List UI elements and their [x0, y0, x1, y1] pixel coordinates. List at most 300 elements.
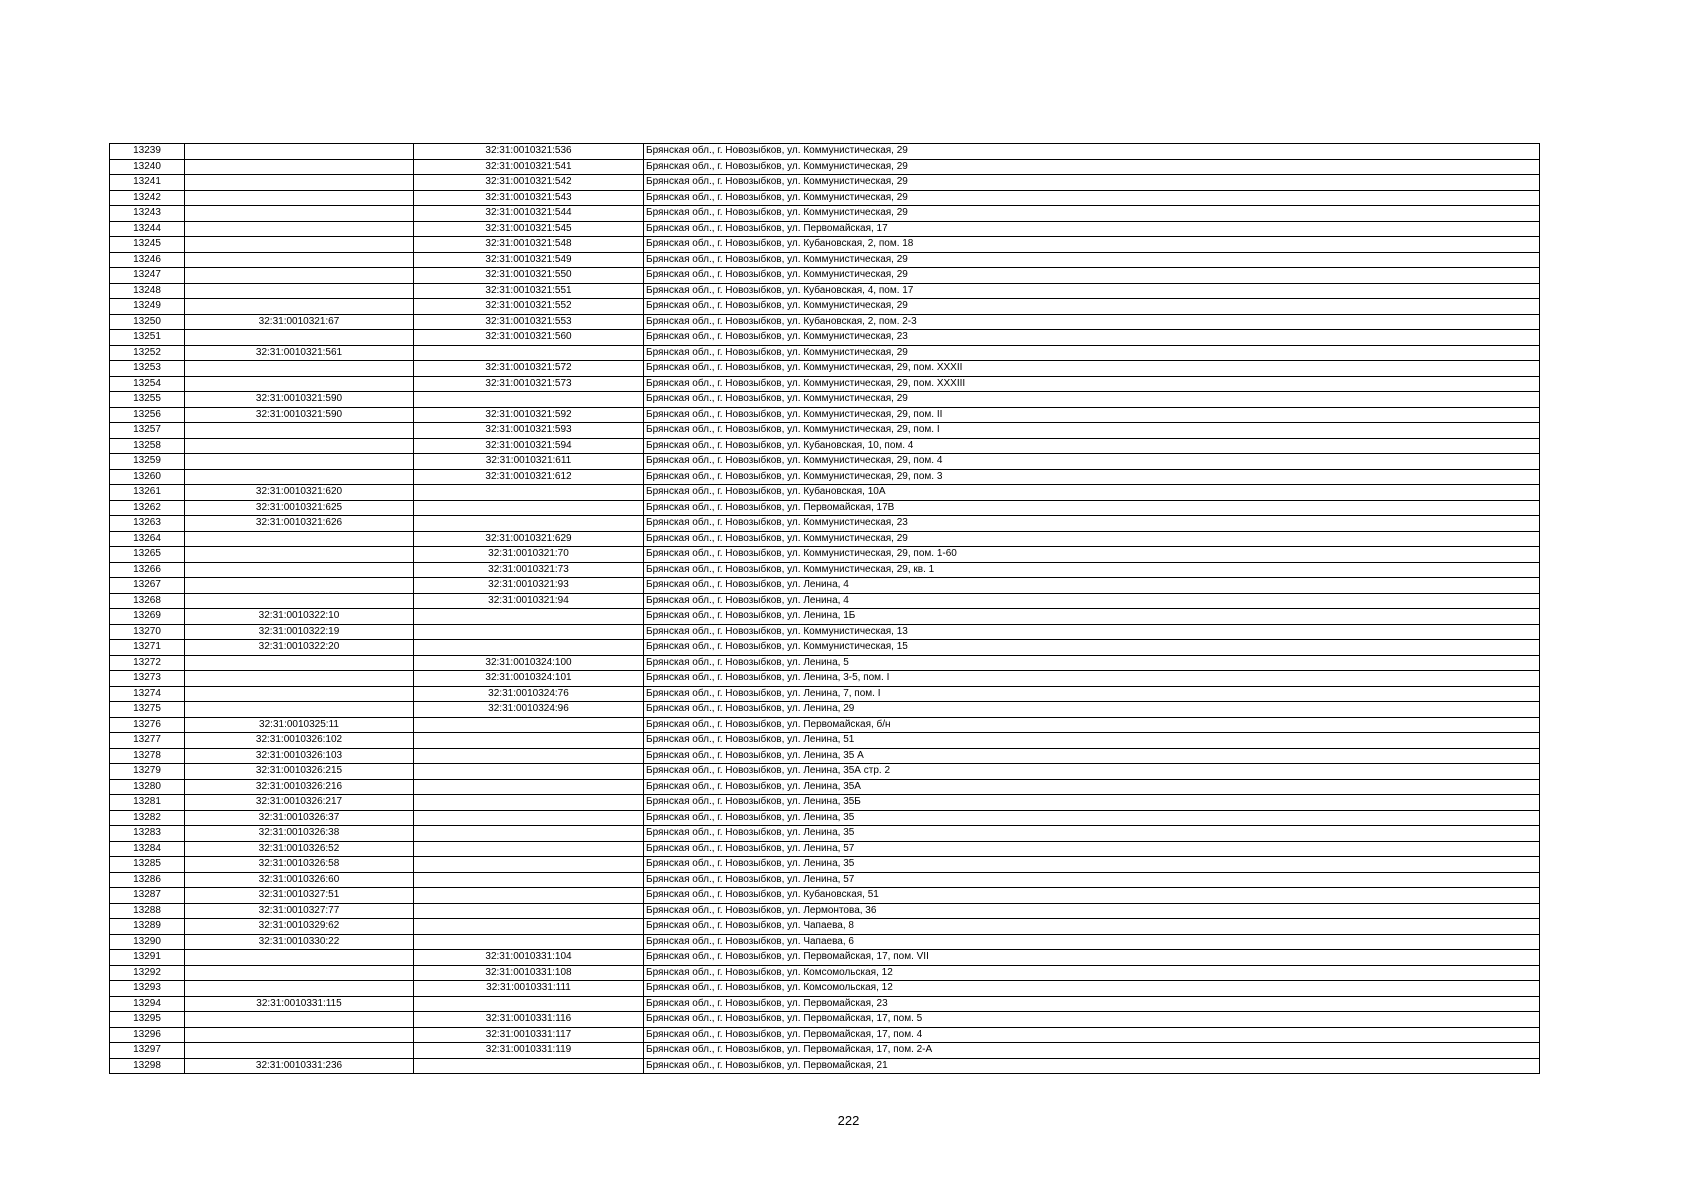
object-cadastral-number-cell — [414, 640, 644, 656]
object-cadastral-number-cell — [414, 779, 644, 795]
land-cadastral-number-cell: 32:31:0010321:620 — [185, 485, 414, 501]
object-cadastral-number-cell — [414, 392, 644, 408]
address-cell: Брянская обл., г. Новозыбков, ул. Коммунистическая, 29 — [644, 531, 1540, 547]
table-row — [110, 609, 1540, 625]
land-cadastral-number-cell: 32:31:0010321:590 — [185, 392, 414, 408]
table-row — [110, 438, 1540, 454]
row-number-cell: 13259 — [110, 454, 185, 470]
table-row — [110, 454, 1540, 470]
registry-table-body — [110, 144, 1540, 1074]
object-cadastral-number-cell: 32:31:0010331:119 — [414, 1043, 644, 1059]
table-row — [110, 857, 1540, 873]
land-cadastral-number-cell — [185, 562, 414, 578]
land-cadastral-number-cell: 32:31:0010326:103 — [185, 748, 414, 764]
land-cadastral-number-cell: 32:31:0010322:20 — [185, 640, 414, 656]
row-number-cell: 13298 — [110, 1058, 185, 1074]
row-number-cell: 13296 — [110, 1027, 185, 1043]
land-cadastral-number-cell: 32:31:0010331:115 — [185, 996, 414, 1012]
address-cell: Брянская обл., г. Новозыбков, ул. Ленина, 4 — [644, 578, 1540, 594]
land-cadastral-number-cell: 32:31:0010326:58 — [185, 857, 414, 873]
table-row — [110, 593, 1540, 609]
address-cell: Брянская обл., г. Новозыбков, ул. Ленина, 35А стр. 2 — [644, 764, 1540, 780]
address-cell: Брянская обл., г. Новозыбков, ул. Ленина, 57 — [644, 841, 1540, 857]
address-cell: Брянская обл., г. Новозыбков, ул. Коммунистическая, 29 — [644, 206, 1540, 222]
table-row — [110, 361, 1540, 377]
object-cadastral-number-cell — [414, 996, 644, 1012]
object-cadastral-number-cell — [414, 717, 644, 733]
object-cadastral-number-cell: 32:31:0010321:594 — [414, 438, 644, 454]
object-cadastral-number-cell: 32:31:0010324:76 — [414, 686, 644, 702]
land-cadastral-number-cell: 32:31:0010326:215 — [185, 764, 414, 780]
row-number-cell: 13267 — [110, 578, 185, 594]
table-row — [110, 299, 1540, 315]
row-number-cell: 13277 — [110, 733, 185, 749]
land-cadastral-number-cell — [185, 330, 414, 346]
land-cadastral-number-cell — [185, 671, 414, 687]
address-cell: Брянская обл., г. Новозыбков, ул. Коммунистическая, 29 — [644, 175, 1540, 191]
row-number-cell: 13295 — [110, 1012, 185, 1028]
object-cadastral-number-cell: 32:31:0010321:548 — [414, 237, 644, 253]
object-cadastral-number-cell — [414, 919, 644, 935]
land-cadastral-number-cell — [185, 593, 414, 609]
address-cell: Брянская обл., г. Новозыбков, ул. Коммунистическая, 29 — [644, 392, 1540, 408]
object-cadastral-number-cell: 32:31:0010321:541 — [414, 159, 644, 175]
object-cadastral-number-cell: 32:31:0010321:70 — [414, 547, 644, 563]
row-number-cell: 13252 — [110, 345, 185, 361]
row-number-cell: 13268 — [110, 593, 185, 609]
table-row — [110, 702, 1540, 718]
land-cadastral-number-cell — [185, 175, 414, 191]
address-cell: Брянская обл., г. Новозыбков, ул. Чапаева, 6 — [644, 934, 1540, 950]
address-cell: Брянская обл., г. Новозыбков, ул. Первомайская, 17, пом. 2-А — [644, 1043, 1540, 1059]
address-cell: Брянская обл., г. Новозыбков, ул. Коммунистическая, 29, пом. 3 — [644, 469, 1540, 485]
object-cadastral-number-cell — [414, 748, 644, 764]
table-row — [110, 345, 1540, 361]
object-cadastral-number-cell — [414, 857, 644, 873]
address-cell: Брянская обл., г. Новозыбков, ул. Комсомольская, 12 — [644, 965, 1540, 981]
table-row — [110, 547, 1540, 563]
address-cell: Брянская обл., г. Новозыбков, ул. Кубановская, 10, пом. 4 — [644, 438, 1540, 454]
row-number-cell: 13255 — [110, 392, 185, 408]
object-cadastral-number-cell: 32:31:0010321:593 — [414, 423, 644, 439]
address-cell: Брянская обл., г. Новозыбков, ул. Коммунистическая, 15 — [644, 640, 1540, 656]
address-cell: Брянская обл., г. Новозыбков, ул. Коммунистическая, 29, пом. 1-60 — [644, 547, 1540, 563]
row-number-cell: 13244 — [110, 221, 185, 237]
row-number-cell: 13276 — [110, 717, 185, 733]
address-cell: Брянская обл., г. Новозыбков, ул. Коммунистическая, 23 — [644, 516, 1540, 532]
land-cadastral-number-cell — [185, 252, 414, 268]
object-cadastral-number-cell: 32:31:0010321:550 — [414, 268, 644, 284]
land-cadastral-number-cell — [185, 454, 414, 470]
object-cadastral-number-cell: 32:31:0010331:116 — [414, 1012, 644, 1028]
land-cadastral-number-cell: 32:31:0010327:51 — [185, 888, 414, 904]
land-cadastral-number-cell — [185, 268, 414, 284]
land-cadastral-number-cell — [185, 578, 414, 594]
address-cell: Брянская обл., г. Новозыбков, ул. Первомайская, 17, пом. VII — [644, 950, 1540, 966]
object-cadastral-number-cell: 32:31:0010321:552 — [414, 299, 644, 315]
address-cell: Брянская обл., г. Новозыбков, ул. Ленина, 57 — [644, 872, 1540, 888]
object-cadastral-number-cell — [414, 872, 644, 888]
row-number-cell: 13284 — [110, 841, 185, 857]
row-number-cell: 13257 — [110, 423, 185, 439]
table-row — [110, 795, 1540, 811]
table-row — [110, 578, 1540, 594]
row-number-cell: 13261 — [110, 485, 185, 501]
land-cadastral-number-cell — [185, 283, 414, 299]
row-number-cell: 13286 — [110, 872, 185, 888]
address-cell: Брянская обл., г. Новозыбков, ул. Коммунистическая, 29 — [644, 252, 1540, 268]
address-cell: Брянская обл., г. Новозыбков, ул. Первомайская, 17 — [644, 221, 1540, 237]
object-cadastral-number-cell: 32:31:0010321:536 — [414, 144, 644, 160]
row-number-cell: 13269 — [110, 609, 185, 625]
land-cadastral-number-cell — [185, 1012, 414, 1028]
address-cell: Брянская обл., г. Новозыбков, ул. Коммунистическая, 29, пом. XXXIII — [644, 376, 1540, 392]
row-number-cell: 13292 — [110, 965, 185, 981]
row-number-cell: 13285 — [110, 857, 185, 873]
address-cell: Брянская обл., г. Новозыбков, ул. Коммунистическая, 29, пом. XXXII — [644, 361, 1540, 377]
land-cadastral-number-cell — [185, 965, 414, 981]
row-number-cell: 13263 — [110, 516, 185, 532]
land-cadastral-number-cell: 32:31:0010326:37 — [185, 810, 414, 826]
address-cell: Брянская обл., г. Новозыбков, ул. Коммунистическая, 13 — [644, 624, 1540, 640]
object-cadastral-number-cell: 32:31:0010331:111 — [414, 981, 644, 997]
object-cadastral-number-cell: 32:31:0010331:117 — [414, 1027, 644, 1043]
address-cell: Брянская обл., г. Новозыбков, ул. Коммунистическая, 29, пом. 4 — [644, 454, 1540, 470]
object-cadastral-number-cell: 32:31:0010331:108 — [414, 965, 644, 981]
address-cell: Брянская обл., г. Новозыбков, ул. Первомайская, 17В — [644, 500, 1540, 516]
table-row — [110, 779, 1540, 795]
land-cadastral-number-cell — [185, 702, 414, 718]
row-number-cell: 13254 — [110, 376, 185, 392]
row-number-cell: 13266 — [110, 562, 185, 578]
land-cadastral-number-cell: 32:31:0010322:10 — [185, 609, 414, 625]
address-cell: Брянская обл., г. Новозыбков, ул. Ленина, 35А — [644, 779, 1540, 795]
address-cell: Брянская обл., г. Новозыбков, ул. Коммунистическая, 29 — [644, 190, 1540, 206]
row-number-cell: 13278 — [110, 748, 185, 764]
row-number-cell: 13256 — [110, 407, 185, 423]
land-cadastral-number-cell — [185, 1027, 414, 1043]
row-number-cell: 13250 — [110, 314, 185, 330]
row-number-cell: 13247 — [110, 268, 185, 284]
land-cadastral-number-cell — [185, 237, 414, 253]
table-row — [110, 392, 1540, 408]
row-number-cell: 13241 — [110, 175, 185, 191]
object-cadastral-number-cell — [414, 841, 644, 857]
row-number-cell: 13253 — [110, 361, 185, 377]
row-number-cell: 13239 — [110, 144, 185, 160]
row-number-cell: 13290 — [110, 934, 185, 950]
row-number-cell: 13294 — [110, 996, 185, 1012]
land-cadastral-number-cell: 32:31:0010326:216 — [185, 779, 414, 795]
row-number-cell: 13283 — [110, 826, 185, 842]
table-row — [110, 407, 1540, 423]
table-row — [110, 221, 1540, 237]
object-cadastral-number-cell: 32:31:0010324:101 — [414, 671, 644, 687]
row-number-cell: 13251 — [110, 330, 185, 346]
table-row — [110, 190, 1540, 206]
address-cell: Брянская обл., г. Новозыбков, ул. Ленина, 51 — [644, 733, 1540, 749]
row-number-cell: 13242 — [110, 190, 185, 206]
land-cadastral-number-cell: 32:31:0010322:19 — [185, 624, 414, 640]
land-cadastral-number-cell: 32:31:0010321:625 — [185, 500, 414, 516]
table-row — [110, 841, 1540, 857]
row-number-cell: 13240 — [110, 159, 185, 175]
table-row — [110, 469, 1540, 485]
object-cadastral-number-cell: 32:31:0010321:73 — [414, 562, 644, 578]
land-cadastral-number-cell — [185, 438, 414, 454]
address-cell: Брянская обл., г. Новозыбков, ул. Первомайская, 17, пом. 5 — [644, 1012, 1540, 1028]
table-row — [110, 330, 1540, 346]
object-cadastral-number-cell — [414, 624, 644, 640]
table-row — [110, 655, 1540, 671]
address-cell: Брянская обл., г. Новозыбков, ул. Кубановская, 10А — [644, 485, 1540, 501]
land-cadastral-number-cell — [185, 190, 414, 206]
object-cadastral-number-cell: 32:31:0010321:572 — [414, 361, 644, 377]
address-cell: Брянская обл., г. Новозыбков, ул. Первомайская, б/н — [644, 717, 1540, 733]
land-cadastral-number-cell — [185, 950, 414, 966]
table-row — [110, 283, 1540, 299]
land-cadastral-number-cell — [185, 547, 414, 563]
land-cadastral-number-cell — [185, 981, 414, 997]
table-row — [110, 1058, 1540, 1074]
table-row — [110, 810, 1540, 826]
land-cadastral-number-cell — [185, 361, 414, 377]
land-cadastral-number-cell: 32:31:0010329:62 — [185, 919, 414, 935]
row-number-cell: 13293 — [110, 981, 185, 997]
table-row — [110, 1027, 1540, 1043]
object-cadastral-number-cell: 32:31:0010321:544 — [414, 206, 644, 222]
address-cell: Брянская обл., г. Новозыбков, ул. Кубановская, 4, пом. 17 — [644, 283, 1540, 299]
object-cadastral-number-cell — [414, 764, 644, 780]
address-cell: Брянская обл., г. Новозыбков, ул. Ленина, 35Б — [644, 795, 1540, 811]
object-cadastral-number-cell — [414, 500, 644, 516]
object-cadastral-number-cell — [414, 795, 644, 811]
object-cadastral-number-cell: 32:31:0010321:612 — [414, 469, 644, 485]
object-cadastral-number-cell — [414, 903, 644, 919]
table-row — [110, 1043, 1540, 1059]
land-cadastral-number-cell: 32:31:0010326:217 — [185, 795, 414, 811]
row-number-cell: 13282 — [110, 810, 185, 826]
address-cell: Брянская обл., г. Новозыбков, ул. Коммунистическая, 29 — [644, 159, 1540, 175]
address-cell: Брянская обл., г. Новозыбков, ул. Ленина, 35 — [644, 857, 1540, 873]
table-row — [110, 423, 1540, 439]
object-cadastral-number-cell: 32:31:0010321:543 — [414, 190, 644, 206]
object-cadastral-number-cell — [414, 516, 644, 532]
row-number-cell: 13246 — [110, 252, 185, 268]
row-number-cell: 13288 — [110, 903, 185, 919]
table-row — [110, 206, 1540, 222]
table-row — [110, 500, 1540, 516]
table-row — [110, 485, 1540, 501]
address-cell: Брянская обл., г. Новозыбков, ул. Первомайская, 17, пом. 4 — [644, 1027, 1540, 1043]
land-cadastral-number-cell — [185, 655, 414, 671]
address-cell: Брянская обл., г. Новозыбков, ул. Коммунистическая, 29, пом. II — [644, 407, 1540, 423]
row-number-cell: 13249 — [110, 299, 185, 315]
object-cadastral-number-cell: 32:31:0010324:96 — [414, 702, 644, 718]
table-row — [110, 965, 1540, 981]
table-row — [110, 1012, 1540, 1028]
object-cadastral-number-cell: 32:31:0010321:611 — [414, 454, 644, 470]
object-cadastral-number-cell — [414, 826, 644, 842]
land-cadastral-number-cell — [185, 686, 414, 702]
land-cadastral-number-cell — [185, 159, 414, 175]
table-row — [110, 872, 1540, 888]
address-cell: Брянская обл., г. Новозыбков, ул. Коммунистическая, 29, пом. I — [644, 423, 1540, 439]
address-cell: Брянская обл., г. Новозыбков, ул. Комсомольская, 12 — [644, 981, 1540, 997]
object-cadastral-number-cell — [414, 888, 644, 904]
table-row — [110, 516, 1540, 532]
land-cadastral-number-cell: 32:31:0010326:102 — [185, 733, 414, 749]
address-cell: Брянская обл., г. Новозыбков, ул. Коммунистическая, 29 — [644, 144, 1540, 160]
table-row — [110, 314, 1540, 330]
object-cadastral-number-cell — [414, 733, 644, 749]
address-cell: Брянская обл., г. Новозыбков, ул. Ленина, 4 — [644, 593, 1540, 609]
page-number: 222 — [837, 1113, 860, 1128]
row-number-cell: 13262 — [110, 500, 185, 516]
table-row — [110, 717, 1540, 733]
address-cell: Брянская обл., г. Новозыбков, ул. Ленина, 7, пом. I — [644, 686, 1540, 702]
row-number-cell: 13274 — [110, 686, 185, 702]
table-row — [110, 268, 1540, 284]
land-cadastral-number-cell: 32:31:0010330:22 — [185, 934, 414, 950]
address-cell: Брянская обл., г. Новозыбков, ул. Коммунистическая, 29 — [644, 268, 1540, 284]
address-cell: Брянская обл., г. Новозыбков, ул. Чапаева, 8 — [644, 919, 1540, 935]
table-row — [110, 531, 1540, 547]
address-cell: Брянская обл., г. Новозыбков, ул. Ленина, 35 — [644, 810, 1540, 826]
table-row — [110, 640, 1540, 656]
registry-table — [109, 143, 1540, 1074]
address-cell: Брянская обл., г. Новозыбков, ул. Коммунистическая, 23 — [644, 330, 1540, 346]
object-cadastral-number-cell — [414, 1058, 644, 1074]
table-row — [110, 996, 1540, 1012]
row-number-cell: 13270 — [110, 624, 185, 640]
address-cell: Брянская обл., г. Новозыбков, ул. Первомайская, 23 — [644, 996, 1540, 1012]
land-cadastral-number-cell — [185, 221, 414, 237]
table-row — [110, 950, 1540, 966]
table-row — [110, 888, 1540, 904]
object-cadastral-number-cell: 32:31:0010321:93 — [414, 578, 644, 594]
object-cadastral-number-cell — [414, 810, 644, 826]
address-cell: Брянская обл., г. Новозыбков, ул. Первомайская, 21 — [644, 1058, 1540, 1074]
object-cadastral-number-cell: 32:31:0010321:542 — [414, 175, 644, 191]
object-cadastral-number-cell: 32:31:0010321:573 — [414, 376, 644, 392]
land-cadastral-number-cell — [185, 1043, 414, 1059]
address-cell: Брянская обл., г. Новозыбков, ул. Кубановская, 51 — [644, 888, 1540, 904]
table-row — [110, 903, 1540, 919]
land-cadastral-number-cell: 32:31:0010326:38 — [185, 826, 414, 842]
land-cadastral-number-cell: 32:31:0010321:590 — [185, 407, 414, 423]
row-number-cell: 13289 — [110, 919, 185, 935]
table-row — [110, 686, 1540, 702]
object-cadastral-number-cell: 32:31:0010321:549 — [414, 252, 644, 268]
table-row — [110, 144, 1540, 160]
row-number-cell: 13281 — [110, 795, 185, 811]
land-cadastral-number-cell — [185, 423, 414, 439]
table-row — [110, 826, 1540, 842]
land-cadastral-number-cell: 32:31:0010321:561 — [185, 345, 414, 361]
address-cell: Брянская обл., г. Новозыбков, ул. Ленина, 5 — [644, 655, 1540, 671]
address-cell: Брянская обл., г. Новозыбков, ул. Ленина, 3-5, пом. I — [644, 671, 1540, 687]
table-row — [110, 764, 1540, 780]
object-cadastral-number-cell — [414, 934, 644, 950]
row-number-cell: 13248 — [110, 283, 185, 299]
row-number-cell: 13243 — [110, 206, 185, 222]
table-row — [110, 252, 1540, 268]
table-row — [110, 919, 1540, 935]
address-cell: Брянская обл., г. Новозыбков, ул. Ленина, 35 — [644, 826, 1540, 842]
object-cadastral-number-cell: 32:31:0010321:553 — [414, 314, 644, 330]
row-number-cell: 13297 — [110, 1043, 185, 1059]
row-number-cell: 13245 — [110, 237, 185, 253]
row-number-cell: 13265 — [110, 547, 185, 563]
address-cell: Брянская обл., г. Новозыбков, ул. Коммунистическая, 29 — [644, 345, 1540, 361]
table-row — [110, 934, 1540, 950]
address-cell: Брянская обл., г. Новозыбков, ул. Кубановская, 2, пом. 18 — [644, 237, 1540, 253]
object-cadastral-number-cell — [414, 609, 644, 625]
object-cadastral-number-cell — [414, 345, 644, 361]
address-cell: Брянская обл., г. Новозыбков, ул. Ленина, 1Б — [644, 609, 1540, 625]
table-row — [110, 624, 1540, 640]
table-row — [110, 376, 1540, 392]
row-number-cell: 13264 — [110, 531, 185, 547]
object-cadastral-number-cell: 32:31:0010321:629 — [414, 531, 644, 547]
object-cadastral-number-cell: 32:31:0010321:94 — [414, 593, 644, 609]
table-row — [110, 748, 1540, 764]
land-cadastral-number-cell — [185, 531, 414, 547]
table-row — [110, 159, 1540, 175]
land-cadastral-number-cell — [185, 376, 414, 392]
address-cell: Брянская обл., г. Новозыбков, ул. Коммунистическая, 29 — [644, 299, 1540, 315]
object-cadastral-number-cell: 32:31:0010321:560 — [414, 330, 644, 346]
table-row — [110, 175, 1540, 191]
row-number-cell: 13273 — [110, 671, 185, 687]
land-cadastral-number-cell: 32:31:0010331:236 — [185, 1058, 414, 1074]
address-cell: Брянская обл., г. Новозыбков, ул. Ленина, 29 — [644, 702, 1540, 718]
row-number-cell: 13275 — [110, 702, 185, 718]
object-cadastral-number-cell: 32:31:0010324:100 — [414, 655, 644, 671]
address-cell: Брянская обл., г. Новозыбков, ул. Коммунистическая, 29, кв. 1 — [644, 562, 1540, 578]
row-number-cell: 13258 — [110, 438, 185, 454]
row-number-cell: 13260 — [110, 469, 185, 485]
object-cadastral-number-cell: 32:31:0010321:592 — [414, 407, 644, 423]
land-cadastral-number-cell: 32:31:0010326:60 — [185, 872, 414, 888]
land-cadastral-number-cell — [185, 144, 414, 160]
object-cadastral-number-cell — [414, 485, 644, 501]
row-number-cell: 13280 — [110, 779, 185, 795]
object-cadastral-number-cell: 32:31:0010321:551 — [414, 283, 644, 299]
table-row — [110, 562, 1540, 578]
table-row — [110, 237, 1540, 253]
object-cadastral-number-cell: 32:31:0010321:545 — [414, 221, 644, 237]
row-number-cell: 13291 — [110, 950, 185, 966]
table-row — [110, 671, 1540, 687]
row-number-cell: 13272 — [110, 655, 185, 671]
address-cell: Брянская обл., г. Новозыбков, ул. Кубановская, 2, пом. 2-3 — [644, 314, 1540, 330]
land-cadastral-number-cell: 32:31:0010327:77 — [185, 903, 414, 919]
address-cell: Брянская обл., г. Новозыбков, ул. Лермонтова, 36 — [644, 903, 1540, 919]
land-cadastral-number-cell — [185, 299, 414, 315]
land-cadastral-number-cell: 32:31:0010321:67 — [185, 314, 414, 330]
land-cadastral-number-cell: 32:31:0010326:52 — [185, 841, 414, 857]
land-cadastral-number-cell: 32:31:0010325:11 — [185, 717, 414, 733]
table-row — [110, 981, 1540, 997]
row-number-cell: 13287 — [110, 888, 185, 904]
land-cadastral-number-cell — [185, 206, 414, 222]
table-row — [110, 733, 1540, 749]
address-cell: Брянская обл., г. Новозыбков, ул. Ленина, 35 А — [644, 748, 1540, 764]
object-cadastral-number-cell: 32:31:0010331:104 — [414, 950, 644, 966]
land-cadastral-number-cell: 32:31:0010321:626 — [185, 516, 414, 532]
